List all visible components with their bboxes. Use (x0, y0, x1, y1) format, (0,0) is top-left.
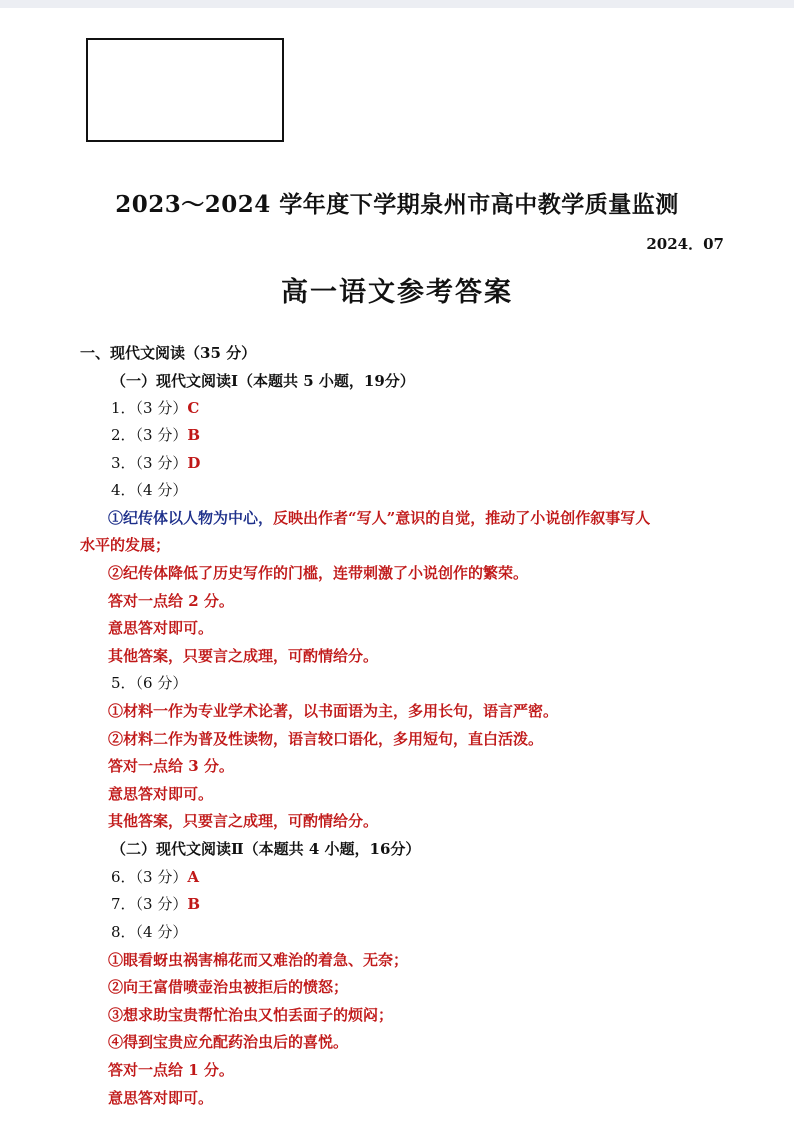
answer-choice: D (187, 454, 201, 472)
q8-note-1: 答对一点给 1 分。 (108, 1061, 234, 1079)
question-label: 2．（3 分） (111, 426, 188, 444)
answer-text-blue: ①纪传体以人物为中心， (108, 509, 274, 527)
q4-note-2: 意思答对即可。 (108, 619, 214, 637)
question-5: 5．（6 分） (111, 674, 188, 692)
q8-note-2: 意思答对即可。 (108, 1089, 214, 1107)
section-heading: 一、现代文阅读（35 分） (80, 344, 257, 362)
question-2 (111, 425, 200, 445)
question-1 (111, 398, 199, 418)
q4-point-1-cont: 水平的发展； (80, 536, 171, 554)
question-label: 6．（3 分） (111, 868, 188, 886)
q5-note-2: 意思答对即可。 (108, 785, 214, 803)
part2-heading: （二）现代文阅读Ⅱ（本题共 4 小题，16分） (111, 840, 421, 858)
q4-note-3: 其他答案，只要言之成理，可酌情给分。 (108, 647, 379, 665)
q4-point-2: ②纪传体降低了历史写作的门槛，连带刺激了小说创作的繁荣。 (108, 564, 529, 582)
question-7 (111, 894, 200, 914)
answer-choice: B (187, 426, 201, 444)
question-4: 4．（4 分） (111, 481, 188, 499)
q5-note-1: 答对一点给 3 分。 (108, 757, 234, 775)
q5-point-2: ②材料二作为普及性读物，语言较口语化，多用短句，直白活泼。 (108, 730, 544, 748)
question-label: 1．（3 分） (111, 399, 188, 417)
page-subtitle: 高一语文参考答案 (281, 277, 513, 308)
part1-heading: （一）现代文阅读Ⅰ（本题共 5 小题，19分） (111, 372, 415, 390)
answer-choice: A (187, 868, 199, 886)
question-label: 3．（3 分） (111, 454, 188, 472)
blank-box (86, 38, 284, 142)
q4-note-1: 答对一点给 2 分。 (108, 592, 234, 610)
answer-choice: B (187, 895, 201, 913)
q5-note-3: 其他答案，只要言之成理，可酌情给分。 (108, 812, 379, 830)
q5-point-1: ①材料一作为专业学术论著，以书面语为主，多用长句，语言严密。 (108, 702, 559, 720)
answer-text: 反映出作者“写人”意识的自觉，推动了小说创作叙事写人 (273, 509, 651, 527)
question-6 (111, 867, 199, 887)
q4-point-1 (108, 508, 650, 528)
top-strip (0, 0, 794, 8)
page-title: 2023～2024 学年度下学期泉州市高中教学质量监测 (115, 191, 679, 218)
question-8: 8．（4 分） (111, 923, 188, 941)
q8-point-3: ③想求助宝贵帮忙治虫又怕丢面子的烦闷； (108, 1006, 394, 1024)
answer-choice: C (187, 399, 200, 417)
date-label: 2024．07 (646, 235, 724, 253)
q8-point-1: ①眼看蚜虫祸害棉花而又难治的着急、无奈； (108, 951, 409, 969)
question-label: 7．（3 分） (111, 895, 188, 913)
q8-point-2: ②向王富借喷壶治虫被拒后的愤怒； (108, 978, 349, 996)
question-3 (111, 453, 200, 473)
q8-point-4: ④得到宝贵应允配药治虫后的喜悦。 (108, 1033, 349, 1051)
